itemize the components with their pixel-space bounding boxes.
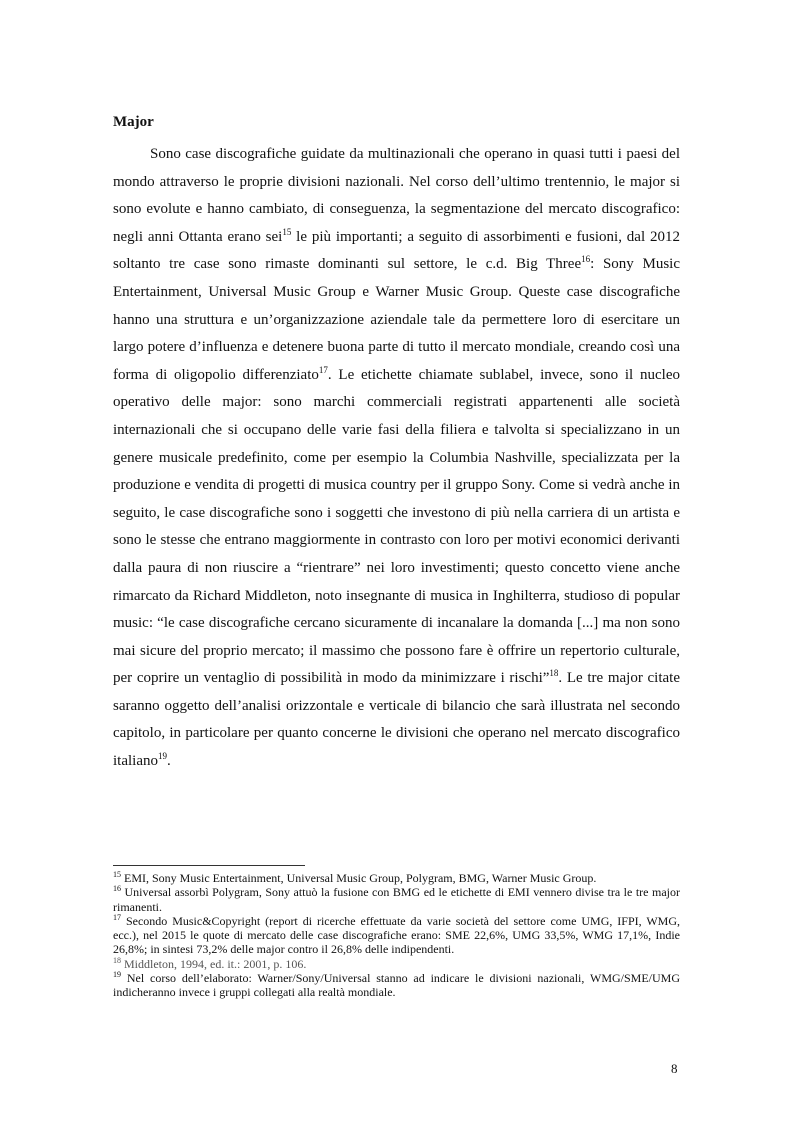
text-run: Sono case discografiche guidate da multinazionali che operano in quasi tutti i paesi del mondo attraverso le proprie divisioni nazionali. Nel corso dell’ultimo trentennio, le major si sono evolute e hanno cambiato, di conseguenza, la segmentazione del mercato discografico: negli anni Ottanta erano sei <box>113 146 680 245</box>
text-run: . Le tre major citate saranno oggetto dell’analisi orizzontale e verticale di bilancio che sarà illustrata nel secondo capitolo, in particolare per quanto concerne le divisioni che operano nel mercato discografico italiano <box>113 670 680 770</box>
text-run: . Le etichette chiamate sublabel, invece, sono il nucleo operativo delle major: sono marchi commerciali registrati appartenenti alle società internazionali che si occupano delle varie fasi della filiera e talvolta si specializzano in un genere musicale predefinito, come per esempio la Columbia Nashville, specializzata per la produzione e vendita di progetti di musica country per il gruppo Sony. Come si vedrà anche in seguito, le case discografiche sono i soggetti che investono di più nella carriera di un artista e sono le stesse che entrano maggiormente in contrasto con loro per motivi economici derivanti dalla paura di non riuscire a “rientrare” nei loro investimenti; questo concetto viene anche rimarcato da Richard Middleton, noto insegnante di musica in Inghilterra, studioso di popular music: “le case discografiche cercano sicuramente di incanalare la domanda [...] ma non sono mai sicure del proprio mercato; il massimo che possono fare è offrire un repertorio culturale, per coprire un ventaglio di possibilità in modo da minimizzare i rischi” <box>113 366 680 687</box>
footnote-number: 16 <box>113 884 121 894</box>
footnote-17 <box>113 914 680 957</box>
footnote-text: Universal assorbì Polygram, Sony attuò la fusione con BMG ed le etichette di EMI vennero divise tra le tre major rimanenti. <box>113 885 680 914</box>
text-run: : Sony Music Entertainment, Universal Music Group e Warner Music Group. Queste case discografiche hanno una struttura e un’organizzazione aziendale tale da permettere loro di esercitare un largo potere d’influenza e detenere buona parte di tutto il mercato mondiale, creando così una forma di oligopolio differenziato <box>113 256 680 383</box>
footnote-separator <box>113 865 305 866</box>
page-number: 8 <box>671 1061 678 1076</box>
footnote-text: Nel corso dell’elaborato: Warner/Sony/Universal stanno ad indicare le divisioni nazionali, WMG/SME/UMG indicheranno invece i gruppi collegati alla realtà mondiale. <box>113 971 681 1000</box>
footnote-number: 17 <box>113 912 121 922</box>
footnote-text: Middleton, 1994, ed. it.: 2001, p. 106. <box>124 956 307 971</box>
footnote-ref-18[interactable]: 18 <box>549 668 559 679</box>
footnote-ref-17[interactable]: 17 <box>318 364 328 375</box>
footnote-15 <box>113 871 680 885</box>
footnote-18 <box>113 957 680 971</box>
section-heading: Major <box>113 114 154 130</box>
footnote-text: EMI, Sony Music Entertainment, Universal Music Group, Polygram, BMG, Warner Music Group. <box>124 871 597 885</box>
text-run: . <box>167 753 171 770</box>
footnote-number: 15 <box>113 870 121 879</box>
footnote-19 <box>113 971 680 1000</box>
footnote-number: 19 <box>113 970 121 980</box>
text-run: le più importanti; a seguito di assorbimenti e fusioni, dal 2012 soltanto tre case sono rimaste dominanti sul settore, le c.d. Big Three <box>113 228 680 273</box>
footnote-number: 18 <box>113 955 121 965</box>
footnote-ref-19[interactable]: 19 <box>158 751 167 762</box>
body-text <box>113 141 680 776</box>
footnote-16 <box>113 885 680 914</box>
footnote-ref-16[interactable]: 16 <box>581 254 591 265</box>
body-paragraph <box>113 141 680 776</box>
footnotes <box>113 871 680 1000</box>
footnote-ref-15[interactable]: 15 <box>282 226 292 237</box>
footnote-text: Secondo Music&Copyright (report di ricerche effettuate da varie società del settore come UMG, IFPI, WMG, ecc.), nel 2015 le quote di mercato delle case discografiche erano: SME 22,6%, UMG 33,5%, WMG 17,1%, Indie 26,8%; in sintesi 73,2% delle major contro il 26,8% delle indipendenti. <box>113 913 680 957</box>
